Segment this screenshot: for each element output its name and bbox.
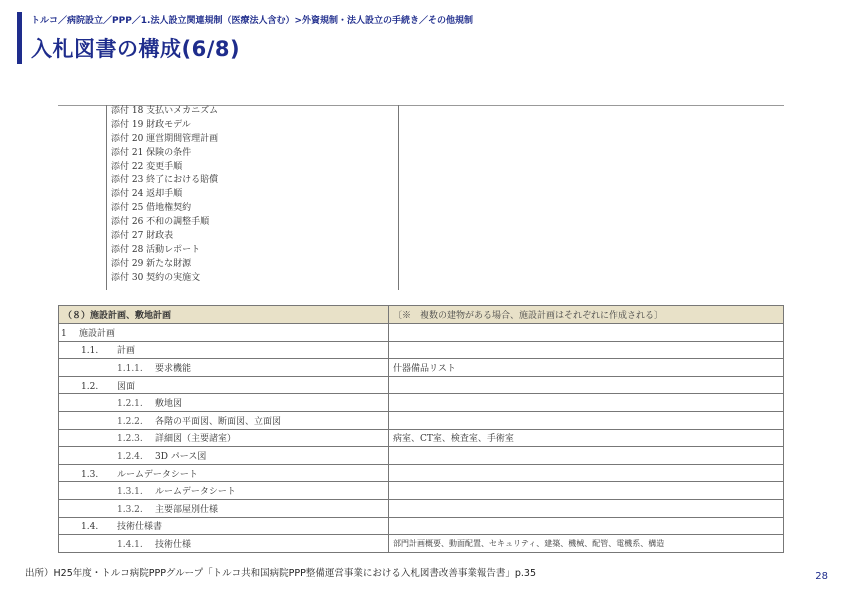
row-number: 1.2. — [81, 381, 99, 392]
row-note-cell: 病室、CT室、検査室、手術室 — [389, 429, 784, 447]
row-note-cell — [389, 447, 784, 465]
facility-plan-table — [58, 305, 784, 553]
row-label-cell — [59, 517, 389, 535]
row-label: 計画 — [117, 346, 136, 357]
row-number: 1.4. — [81, 522, 99, 533]
attachment-item: 添付 18 支払いメカニズム — [111, 106, 219, 116]
header-accent-bar — [17, 12, 22, 64]
table-row — [59, 341, 784, 359]
row-note-cell — [389, 411, 784, 429]
attachment-item: 添付 27 財政表 — [111, 231, 174, 242]
row-number: 1.2.2. — [117, 416, 143, 427]
row-label: 主要部屋別仕様 — [155, 504, 219, 515]
attachment-item: 添付 19 財政モデル — [111, 119, 191, 130]
table-header-row — [59, 306, 784, 324]
row-label-cell — [59, 376, 389, 394]
attachment-item: 添付 22 変更手順 — [111, 161, 183, 172]
table-row — [59, 411, 784, 429]
row-label: 要求機能 — [155, 363, 192, 374]
attachments-note-cell — [399, 105, 785, 290]
table-row — [59, 429, 784, 447]
row-label: 詳細図（主要諸室） — [155, 434, 237, 445]
attachment-item: 添付 28 活動レポート — [111, 244, 201, 255]
row-number: 1.4.1. — [117, 539, 143, 550]
row-label-cell — [59, 499, 389, 517]
row-label-cell — [59, 482, 389, 500]
attachment-item: 添付 23 終了における賠償 — [111, 175, 219, 186]
row-label: ルームデータシート — [117, 469, 198, 480]
attachments-table — [58, 105, 784, 290]
row-note-cell: 部門計画概要、動面配置、セキュリティ、建築、機械、配管、電機系、構造 — [389, 535, 784, 553]
row-label: ルームデータシート — [155, 487, 236, 498]
attachment-item: 添付 26 不和の調整手順 — [111, 217, 210, 228]
attachments-list-cell — [107, 105, 399, 290]
table-row — [59, 324, 784, 342]
table-row — [59, 376, 784, 394]
attachment-item: 添付 20 運営期間管理計画 — [111, 133, 219, 144]
row-note-cell — [389, 499, 784, 517]
row-number: 1.1. — [81, 346, 99, 357]
row-label-cell — [59, 535, 389, 553]
attachment-item: 添付 24 返却手順 — [111, 189, 183, 200]
page-title: 入札図書の構成(6/8) — [31, 37, 241, 61]
row-label: 3D パース図 — [155, 451, 207, 462]
table-row — [59, 394, 784, 412]
row-label-cell — [59, 447, 389, 465]
table-row — [59, 464, 784, 482]
row-note-cell — [389, 482, 784, 500]
page-number: 28 — [815, 571, 828, 582]
row-label-cell — [59, 394, 389, 412]
row-label-cell — [59, 324, 389, 342]
row-note-cell — [389, 394, 784, 412]
attachment-item: 添付 30 契約の実施文 — [111, 272, 201, 283]
breadcrumb: トルコ／病院設立／PPP／1.法人設立関連規制（医療法人含む）>外資規制・法人設立の手続き／その他規制 — [31, 16, 474, 26]
row-number: 1.1.1. — [117, 363, 143, 374]
row-note-cell — [389, 376, 784, 394]
table-row — [59, 447, 784, 465]
table-row — [59, 359, 784, 377]
attachment-item: 添付 21 保険の条件 — [111, 147, 192, 158]
table-row — [59, 535, 784, 553]
table-header-right: 〔※ 複数の建物がある場合、施設計画はそれぞれに作成される〕 — [389, 306, 784, 324]
row-label: 技術仕様書 — [117, 522, 163, 533]
row-number: 1 — [61, 328, 67, 339]
row-label: 敷地図 — [155, 399, 183, 410]
row-label: 施設計画 — [79, 328, 116, 339]
row-note-cell — [389, 341, 784, 359]
row-number: 1.3. — [81, 469, 99, 480]
row-note-cell — [389, 324, 784, 342]
row-note-cell — [389, 464, 784, 482]
row-label-cell — [59, 359, 389, 377]
row-label-cell — [59, 341, 389, 359]
table-header-left: （８）施設計画、敷地計画 — [59, 306, 389, 324]
row-number: 1.2.3. — [117, 434, 143, 445]
row-number: 1.2.4. — [117, 451, 143, 462]
attachment-item: 添付 29 新たな財源 — [111, 258, 192, 269]
row-label-cell — [59, 464, 389, 482]
row-label: 図面 — [117, 381, 136, 392]
row-note-cell — [389, 517, 784, 535]
attachments-spacer-cell — [58, 105, 107, 290]
table-row — [59, 499, 784, 517]
row-number: 1.3.2. — [117, 504, 143, 515]
row-label: 技術仕様 — [155, 539, 192, 550]
row-label-cell — [59, 429, 389, 447]
attachment-item: 添付 25 借地権契約 — [111, 203, 192, 214]
table-row — [59, 517, 784, 535]
row-note-cell: 什器備品リスト — [389, 359, 784, 377]
source-citation: 出所）H25年度・トルコ病院PPPグループ「トルコ共和国病院PPP整備運営事業における入札図書改善事業報告書」p.35 — [25, 568, 536, 579]
row-number: 1.2.1. — [117, 399, 143, 410]
row-label: 各階の平面図、断面図、立面図 — [155, 416, 282, 427]
table-row — [59, 482, 784, 500]
row-number: 1.3.1. — [117, 487, 143, 498]
row-label-cell — [59, 411, 389, 429]
